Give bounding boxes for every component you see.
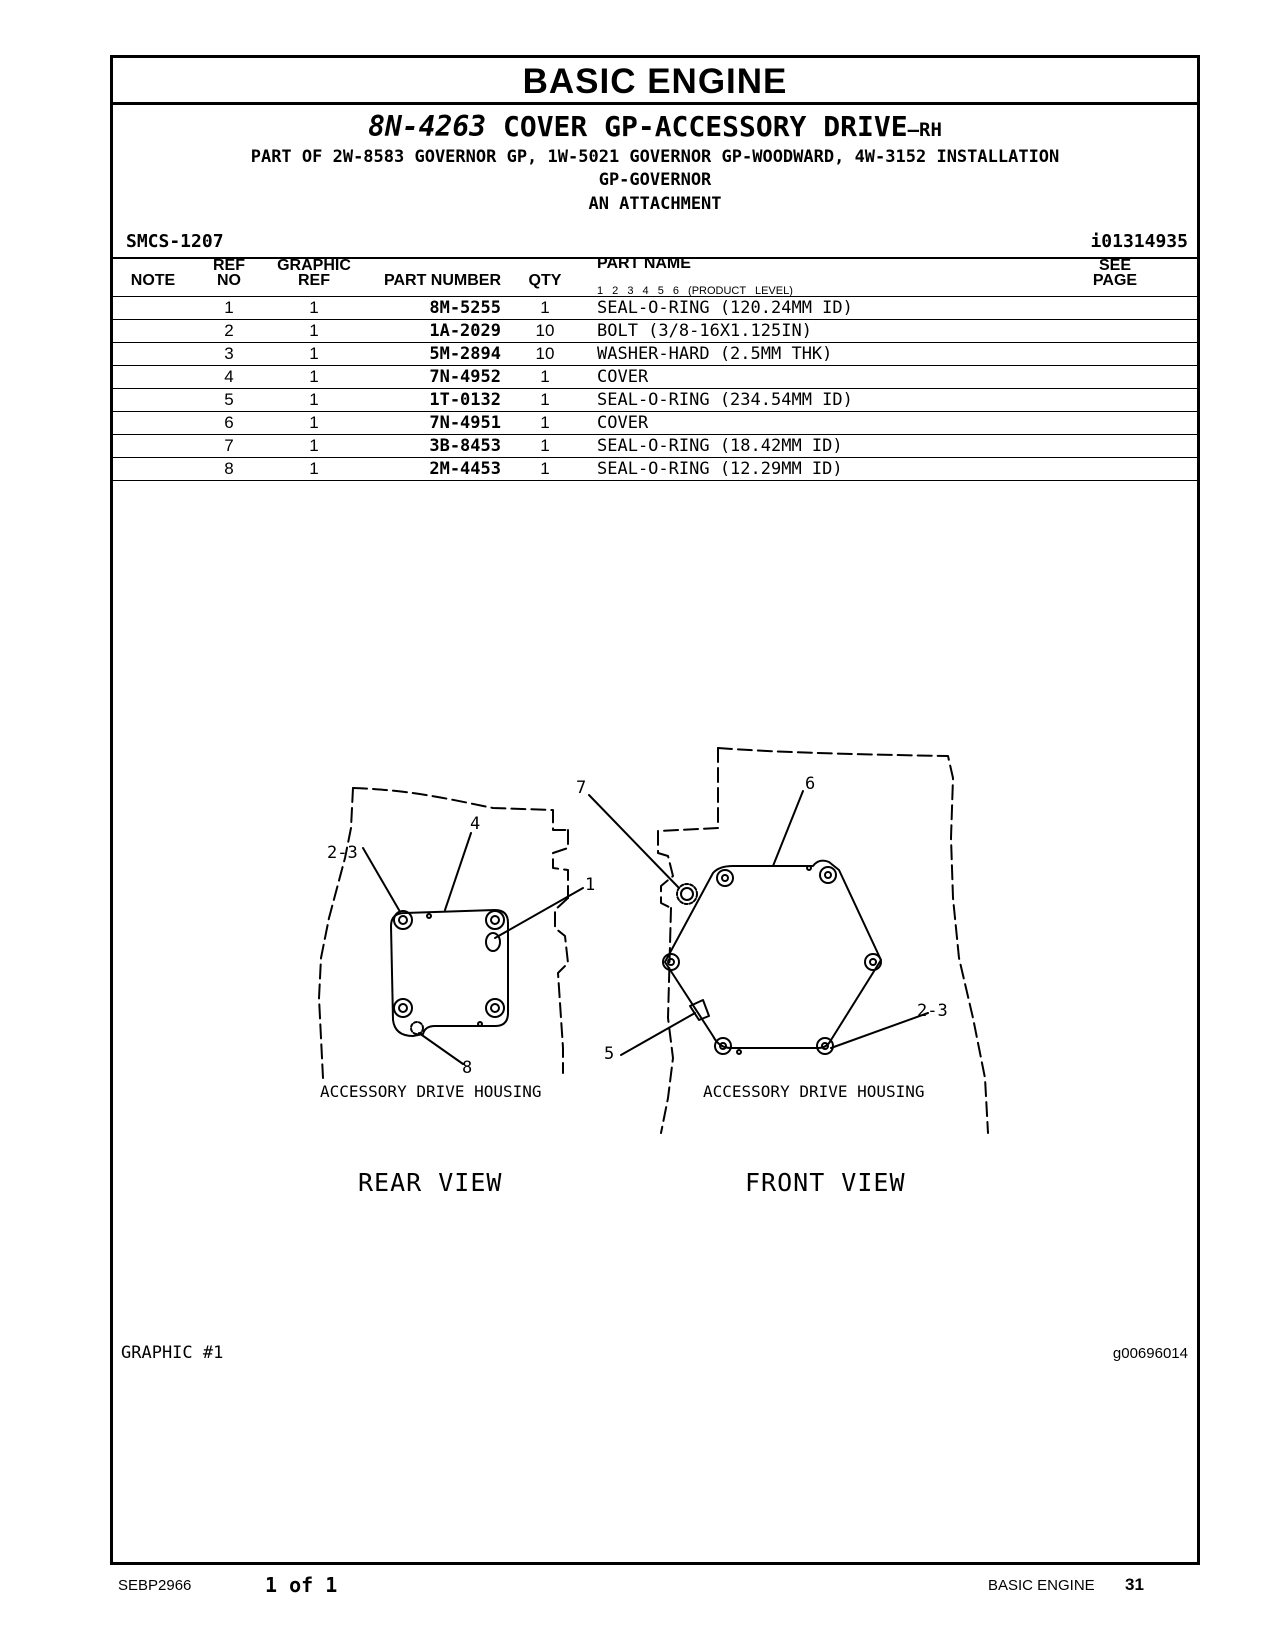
graphic-ref: 1	[309, 298, 319, 317]
part-number: 7N-4951	[429, 413, 501, 433]
qty: 1	[540, 436, 550, 455]
graphic-caption: GRAPHIC #1	[121, 1343, 224, 1363]
part-number: 3B-8453	[429, 436, 501, 456]
footer-section: BASIC ENGINE	[988, 1577, 1095, 1594]
col-ref-no-1: REF	[213, 257, 245, 274]
page-frame	[110, 55, 1200, 1565]
exploded-view-illustration	[113, 58, 1197, 1562]
col-graphic-ref-1: GRAPHIC	[277, 257, 351, 274]
rear-view-label: REAR VIEW	[358, 1168, 503, 1197]
qty: 1	[540, 367, 550, 386]
qty: 10	[535, 344, 555, 363]
graphic-ref: 1	[309, 413, 319, 432]
front-housing-label: ACCESSORY DRIVE HOUSING	[703, 1082, 925, 1101]
graphic-ref: 1	[309, 390, 319, 409]
graphic-ref: 1	[309, 321, 319, 340]
front-housing-outline	[658, 748, 988, 1133]
callout-5: 5	[604, 1044, 615, 1064]
part-name: SEAL-O-RING (18.42MM ID)	[597, 436, 843, 456]
part-name: SEAL-O-RING (234.54MM ID)	[597, 390, 853, 410]
callout-2-3-rear: 2-3	[327, 843, 358, 863]
ref-no: 4	[224, 367, 234, 386]
ref-no: 1	[224, 298, 234, 317]
group-suffix: —RH	[907, 119, 942, 141]
graphic-ref: 1	[309, 367, 319, 386]
part-number: 5M-2894	[429, 344, 501, 364]
front-view-label: FRONT VIEW	[745, 1168, 906, 1197]
attachment-label: AN ATTACHMENT	[588, 194, 722, 214]
ref-no: 7	[224, 436, 234, 455]
ref-no: 5	[224, 390, 234, 409]
part-name: COVER	[597, 367, 649, 387]
qty: 1	[540, 459, 550, 478]
graphic-ref: 1	[309, 344, 319, 363]
col-ref-no-2: NO	[217, 272, 241, 289]
callout-2-3-front: 2-3	[917, 1001, 948, 1021]
graphic-ref: 1	[309, 459, 319, 478]
part-number: 1T-0132	[429, 390, 501, 410]
ref-no: 8	[224, 459, 234, 478]
callout-7: 7	[576, 778, 587, 798]
part-name: COVER	[597, 413, 649, 433]
part-name: BOLT (3/8-16X1.125IN)	[597, 321, 812, 341]
part-number: 2M-4453	[429, 459, 501, 479]
callout-6: 6	[805, 774, 816, 794]
part-number: 1A-2029	[429, 321, 501, 341]
rear-housing-outline	[319, 788, 568, 1078]
col-note: NOTE	[130, 272, 176, 289]
col-product-levels: 1 2 3 4 5 6 (PRODUCT LEVEL)	[597, 285, 793, 297]
rear-housing-label: ACCESSORY DRIVE HOUSING	[320, 1082, 542, 1101]
graphic-ref: 1	[309, 436, 319, 455]
group-part-number: 8N-4263	[368, 110, 487, 143]
part-number: 7N-4952	[429, 367, 501, 387]
col-qty: QTY	[528, 272, 562, 289]
front-cover-part-6	[665, 861, 881, 1048]
group-name: COVER GP-ACCESSORY DRIVE	[502, 110, 908, 143]
col-see-page-2: PAGE	[1092, 272, 1138, 289]
smcs-code: SMCS-1207	[126, 231, 224, 252]
footer-page-number: 31	[1125, 1575, 1144, 1594]
section-title: BASIC ENGINE	[522, 62, 788, 101]
part-number: 8M-5255	[429, 298, 501, 318]
ref-no: 3	[224, 344, 234, 363]
part-name: SEAL-O-RING (12.29MM ID)	[597, 459, 843, 479]
col-graphic-ref-2: REF	[298, 272, 330, 289]
col-see-page-1: SEE	[1098, 257, 1131, 274]
qty: 10	[535, 321, 555, 340]
part-name: WASHER-HARD (2.5MM THK)	[597, 344, 833, 364]
callout-4: 4	[470, 814, 481, 834]
callout-8: 8	[462, 1058, 473, 1078]
col-part-name: PART NAME	[597, 255, 691, 272]
part-of-line: PART OF 2W-8583 GOVERNOR GP, 1W-5021 GOVERNOR GP-WOODWARD, 4W-3152 INSTALLATION	[250, 147, 1060, 167]
qty: 1	[540, 390, 550, 409]
ref-no: 6	[224, 413, 234, 432]
callout-1: 1	[585, 875, 596, 895]
qty: 1	[540, 298, 550, 317]
part-name: SEAL-O-RING (120.24MM ID)	[597, 298, 853, 318]
col-part-number: PART NUMBER	[383, 272, 501, 289]
footer-page-of: 1 of 1	[265, 1573, 338, 1597]
part-of-continuation: GP-GOVERNOR	[598, 170, 712, 190]
info-id: i01314935	[1090, 231, 1188, 252]
graphic-id: g00696014	[1112, 1345, 1188, 1362]
qty: 1	[540, 413, 550, 432]
ref-no: 2	[224, 321, 234, 340]
footer-doc-number: SEBP2966	[118, 1577, 192, 1594]
